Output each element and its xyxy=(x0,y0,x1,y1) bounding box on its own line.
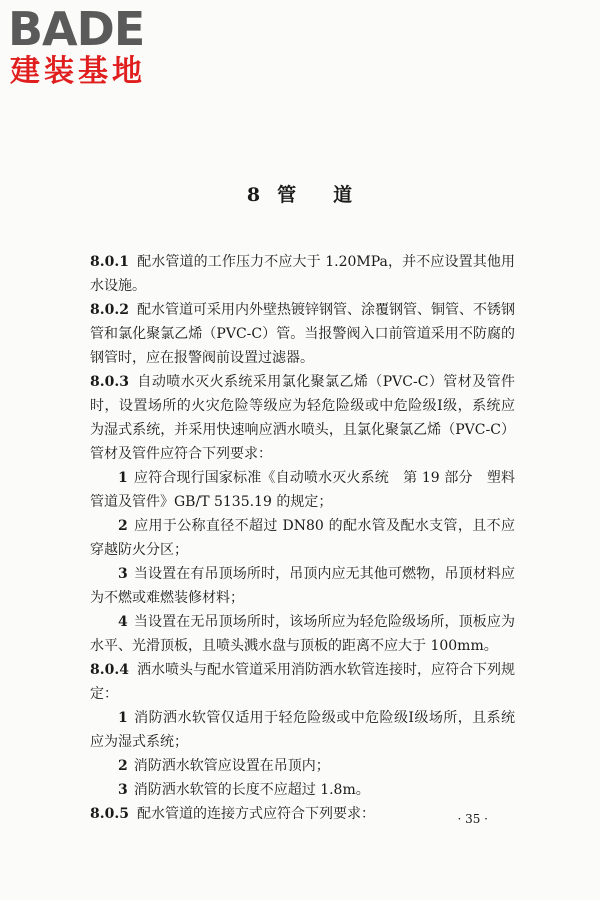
list-item xyxy=(90,754,515,778)
page-number: · 35 · xyxy=(457,812,488,826)
clause-8-0-5 xyxy=(90,802,515,826)
clause-number: 8.0.4 xyxy=(90,662,129,678)
item-number: 3 xyxy=(118,782,128,798)
logo-subtitle: 建装基地 xyxy=(10,54,146,89)
item-text: 消防洒水软管应设置在吊顶内； xyxy=(133,758,330,774)
list-item xyxy=(90,514,515,562)
item-text: 当设置在无吊顶场所时，该场所应为轻危险级场所，顶板应为水平、光滑顶板，且喷头溅水盘与顶板的距离不应大于 100mm。 xyxy=(90,614,515,654)
item-number: 4 xyxy=(118,614,128,630)
item-text: 应符合现行国家标准《自动喷水灭火系统 第 19 部分 塑料管道及管件》GB/T 5135.19 的规定； xyxy=(90,470,515,510)
clause-8-0-3 xyxy=(90,370,515,466)
item-number: 3 xyxy=(118,566,128,582)
list-item xyxy=(90,562,515,610)
list-item xyxy=(90,466,515,514)
clause-number: 8.0.5 xyxy=(90,806,129,822)
item-text: 应用于公称直径不超过 DN80 的配水管及配水支管，且不应穿越防火分区； xyxy=(90,518,515,558)
list-item xyxy=(90,706,515,754)
chapter-title-part-1: 管 xyxy=(277,184,298,206)
clause-text: 配水管道的工作压力不应大于 1.20MPa，并不应设置其他用水设施。 xyxy=(90,254,515,294)
clause-8-0-1 xyxy=(90,250,515,298)
clause-text: 配水管道可采用内外壁热镀锌钢管、涂覆钢管、铜管、不锈钢管和氯化聚氯乙烯（PVC-C）管。当报警阀入口前管道采用不防腐的钢管时，应在报警阀前设置过滤器。 xyxy=(90,302,515,366)
brand-logo xyxy=(8,4,178,99)
document-body xyxy=(90,250,515,826)
list-item xyxy=(90,778,515,802)
item-number: 1 xyxy=(118,470,128,486)
logo-wordmark: BADE xyxy=(8,2,145,56)
clause-text: 配水管道的连接方式应符合下列要求： xyxy=(136,806,375,822)
item-text: 当设置在有吊顶场所时，吊顶内应无其他可燃物，吊顶材料应为不燃或难燃装修材料； xyxy=(90,566,515,606)
item-text: 消防洒水软管仅适用于轻危险级或中危险级Ⅰ级场所，且系统应为湿式系统； xyxy=(90,710,515,750)
clause-8-0-4 xyxy=(90,658,515,706)
clause-number: 8.0.2 xyxy=(90,302,129,318)
clause-8-0-2 xyxy=(90,298,515,370)
chapter-heading xyxy=(0,180,600,207)
list-item xyxy=(90,610,515,658)
chapter-number: 8 xyxy=(246,184,262,206)
item-number: 1 xyxy=(118,710,128,726)
clause-text: 自动喷水灭火系统采用氯化聚氯乙烯（PVC-C）管材及管件时，设置场所的火灾危险等级应为轻危险级或中危险级Ⅰ级，系统应为湿式系统，并采用快速响应洒水喷头，且氯化聚氯乙烯（PVC-C）管材及管件应符合下列要求： xyxy=(90,374,515,462)
item-number: 2 xyxy=(118,518,128,534)
clause-number: 8.0.1 xyxy=(90,254,129,270)
item-text: 消防洒水软管的长度不应超过 1.8m。 xyxy=(133,782,370,798)
clause-text: 洒水喷头与配水管道采用消防洒水软管连接时，应符合下列规定： xyxy=(90,662,515,702)
chapter-title-part-2: 道 xyxy=(333,184,354,206)
clause-number: 8.0.3 xyxy=(90,374,129,390)
item-number: 2 xyxy=(118,758,128,774)
